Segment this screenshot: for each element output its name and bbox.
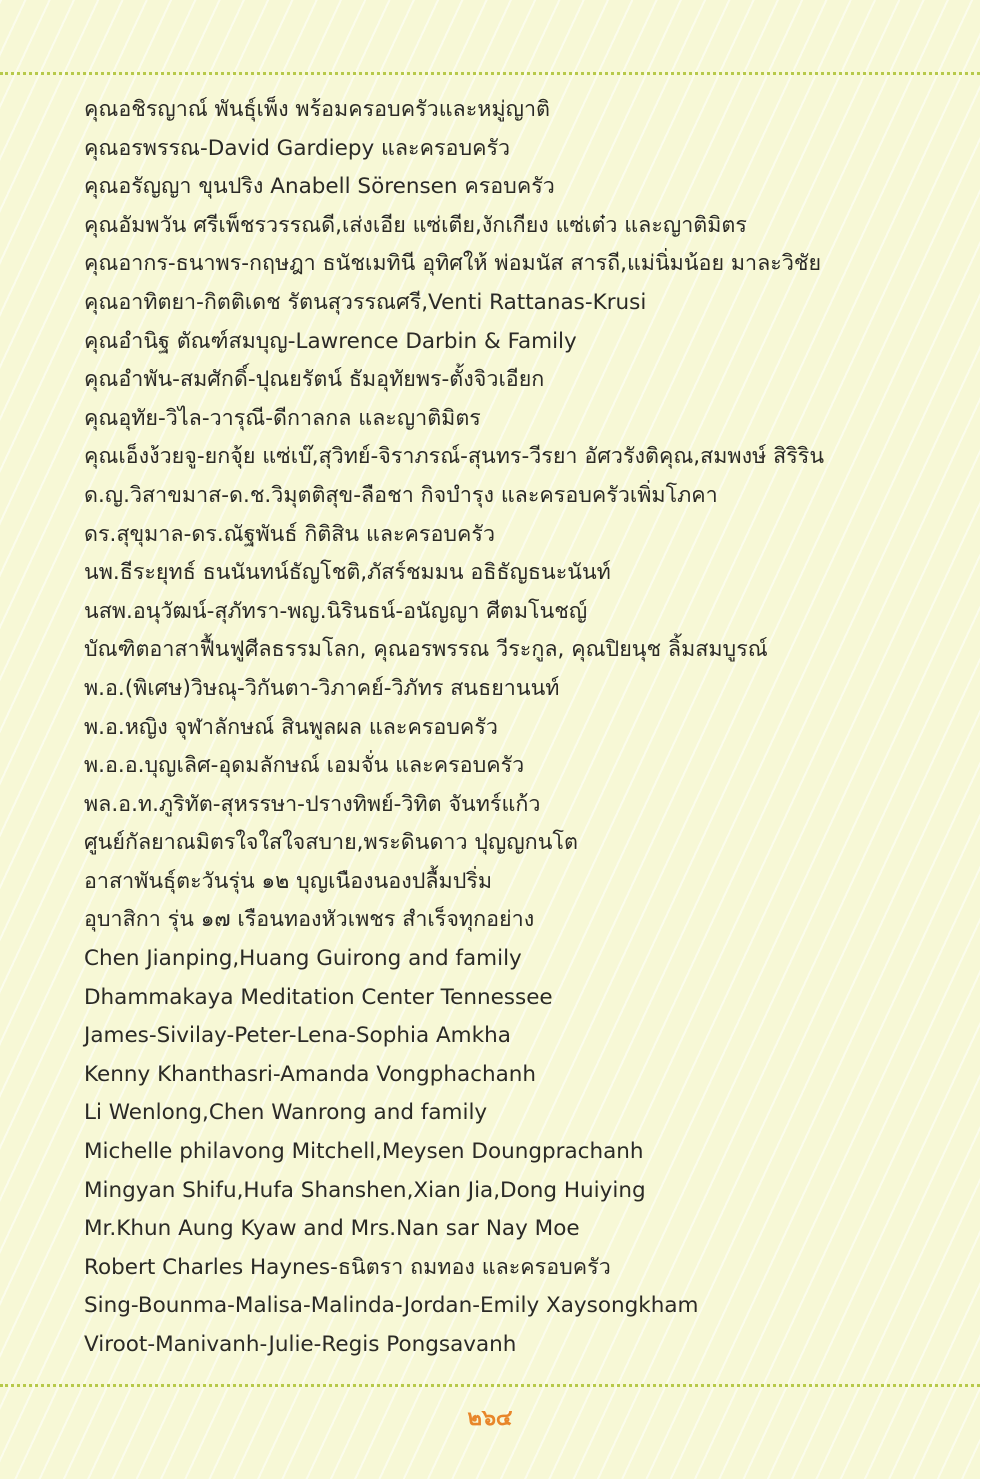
- list-item: พ.อ.(พิเศษ)วิษณุ-วิกันตา-วิภาคย์-วิภัทร สนธยานนท์: [84, 675, 560, 701]
- list-item: คุณอรพรรณ-David Gardiepy และครอบครัว: [84, 135, 511, 161]
- top-dotted-divider: [0, 72, 980, 75]
- list-item: อาสาพันธุ์ตะวันรุ่น ๑๒ บุญเนืองนองปลื้มปริ่ม: [84, 868, 493, 894]
- list-item: อุบาสิกา รุ่น ๑๗ เรือนทองหัวเพชร สำเร็จทุกอย่าง: [84, 907, 535, 933]
- list-item: ด.ญ.วิสาขมาส-ด.ช.วิมุตติสุข-ลือชา กิจบำรุง และครอบครัวเพิ่มโภคา: [84, 482, 718, 508]
- list-item: พล.อ.ท.ภูริทัต-สุหรรษา-ปรางทิพย์-วิทิต จันทร์แก้ว: [84, 791, 541, 817]
- list-item: คุณอาทิตยา-กิตติเดช รัตนสุวรรณศรี,Venti Rattanas-Krusi: [84, 289, 647, 315]
- list-item: นพ.ธีระยุทธ์ ธนนันทน์ธัญโชติ,ภัสร์ชมมน อธิธัญธนะนันท์: [84, 560, 611, 586]
- list-item: Viroot-Manivanh-Julie-Regis Pongsavanh: [84, 1332, 517, 1357]
- list-item: Sing-Bounma-Malisa-Malinda-Jordan-Emily Xaysongkham: [84, 1293, 699, 1319]
- list-item: คุณอำพัน-สมศักดิ์-ปุณยรัตน์ ธัมอุทัยพร-ตั้งจิวเอียก: [84, 367, 545, 393]
- donor-name-list: [84, 91, 964, 1365]
- list-item: พ.อ.อ.บุญเลิศ-อุดมลักษณ์ เอมจั่น และครอบครัว: [84, 753, 525, 779]
- list-item: คุณอชิรญาณ์ พันธุ์เพ็ง พร้อมครอบครัวและหมู่ญาติ: [84, 97, 550, 122]
- list-item: คุณเอ็งง้วยจู-ยกจุ้ย แซ่เบ๊,สุวิทย์-จิราภรณ์-สุนทร-วีรยา อัศวรังติคุณ,สมพงษ์ สิริริน: [84, 444, 825, 470]
- list-item: คุณอากร-ธนาพร-กฤษฎา ธนัชเมทินี อุทิศให้ พ่อมนัส สารถี,แม่นิ่มน้อย มาละวิชัย: [84, 251, 822, 277]
- list-item: บัณฑิตอาสาฟื้นฟูศีลธรรมโลก, คุณอรพรรณ วีระกูล, คุณปิยนุช ลิ้มสมบูรณ์: [84, 637, 768, 663]
- list-item: Robert Charles Haynes-ธนิตรา ถมทอง และครอบครัว: [84, 1254, 611, 1280]
- list-item: Dhammakaya Meditation Center Tennessee: [84, 984, 553, 1010]
- list-item: Chen Jianping,Huang Guirong and family: [84, 946, 522, 972]
- list-item: Mingyan Shifu,Hufa Shanshen,Xian Jia,Dong Huiying: [84, 1177, 646, 1203]
- bottom-dotted-divider: [0, 1384, 980, 1387]
- list-item: Michelle philavong Mitchell,Meysen Doungprachanh: [84, 1139, 644, 1165]
- page-number: ๒๖๔: [467, 1406, 513, 1431]
- list-item: คุณอรัญญา ขุนปริง Anabell Sörensen ครอบครัว: [84, 174, 555, 200]
- list-item: James-Sivilay-Peter-Lena-Sophia Amkha: [84, 1023, 511, 1049]
- list-item: นสพ.อนุวัฒน์-สุภัทรา-พญ.นิรินธน์-อนัญญา ศีตมโนชญ์: [84, 598, 588, 624]
- list-item: คุณอุทัย-วิไล-วารุณี-ดีกาลกล และญาติมิตร: [84, 405, 481, 431]
- list-item: Mr.Khun Aung Kyaw and Mrs.Nan sar Nay Moe: [84, 1216, 580, 1242]
- list-item: Kenny Khanthasri-Amanda Vongphachanh: [84, 1061, 537, 1087]
- list-item: คุณอำนิฐ ตัณฑ์สมบุญ-Lawrence Darbin & Family: [84, 328, 577, 354]
- list-item: ศูนย์กัลยาณมิตรใจใสใจสบาย,พระดินดาว ปุญญกนโต: [84, 830, 578, 856]
- list-item: คุณอัมพวัน ศรีเพ็ชรวรรณดี,เส่งเอีย แซ่เตีย,งักเกียง แซ่เต๋ว และญาติมิตร: [84, 212, 747, 238]
- list-item: พ.อ.หญิง จุฬาลักษณ์ สินพูลผล และครอบครัว: [84, 714, 498, 740]
- list-item: Li Wenlong,Chen Wanrong and family: [84, 1100, 488, 1126]
- list-item: ดร.สุขุมาล-ดร.ณัฐพันธ์ กิติสิน และครอบครัว: [84, 521, 496, 547]
